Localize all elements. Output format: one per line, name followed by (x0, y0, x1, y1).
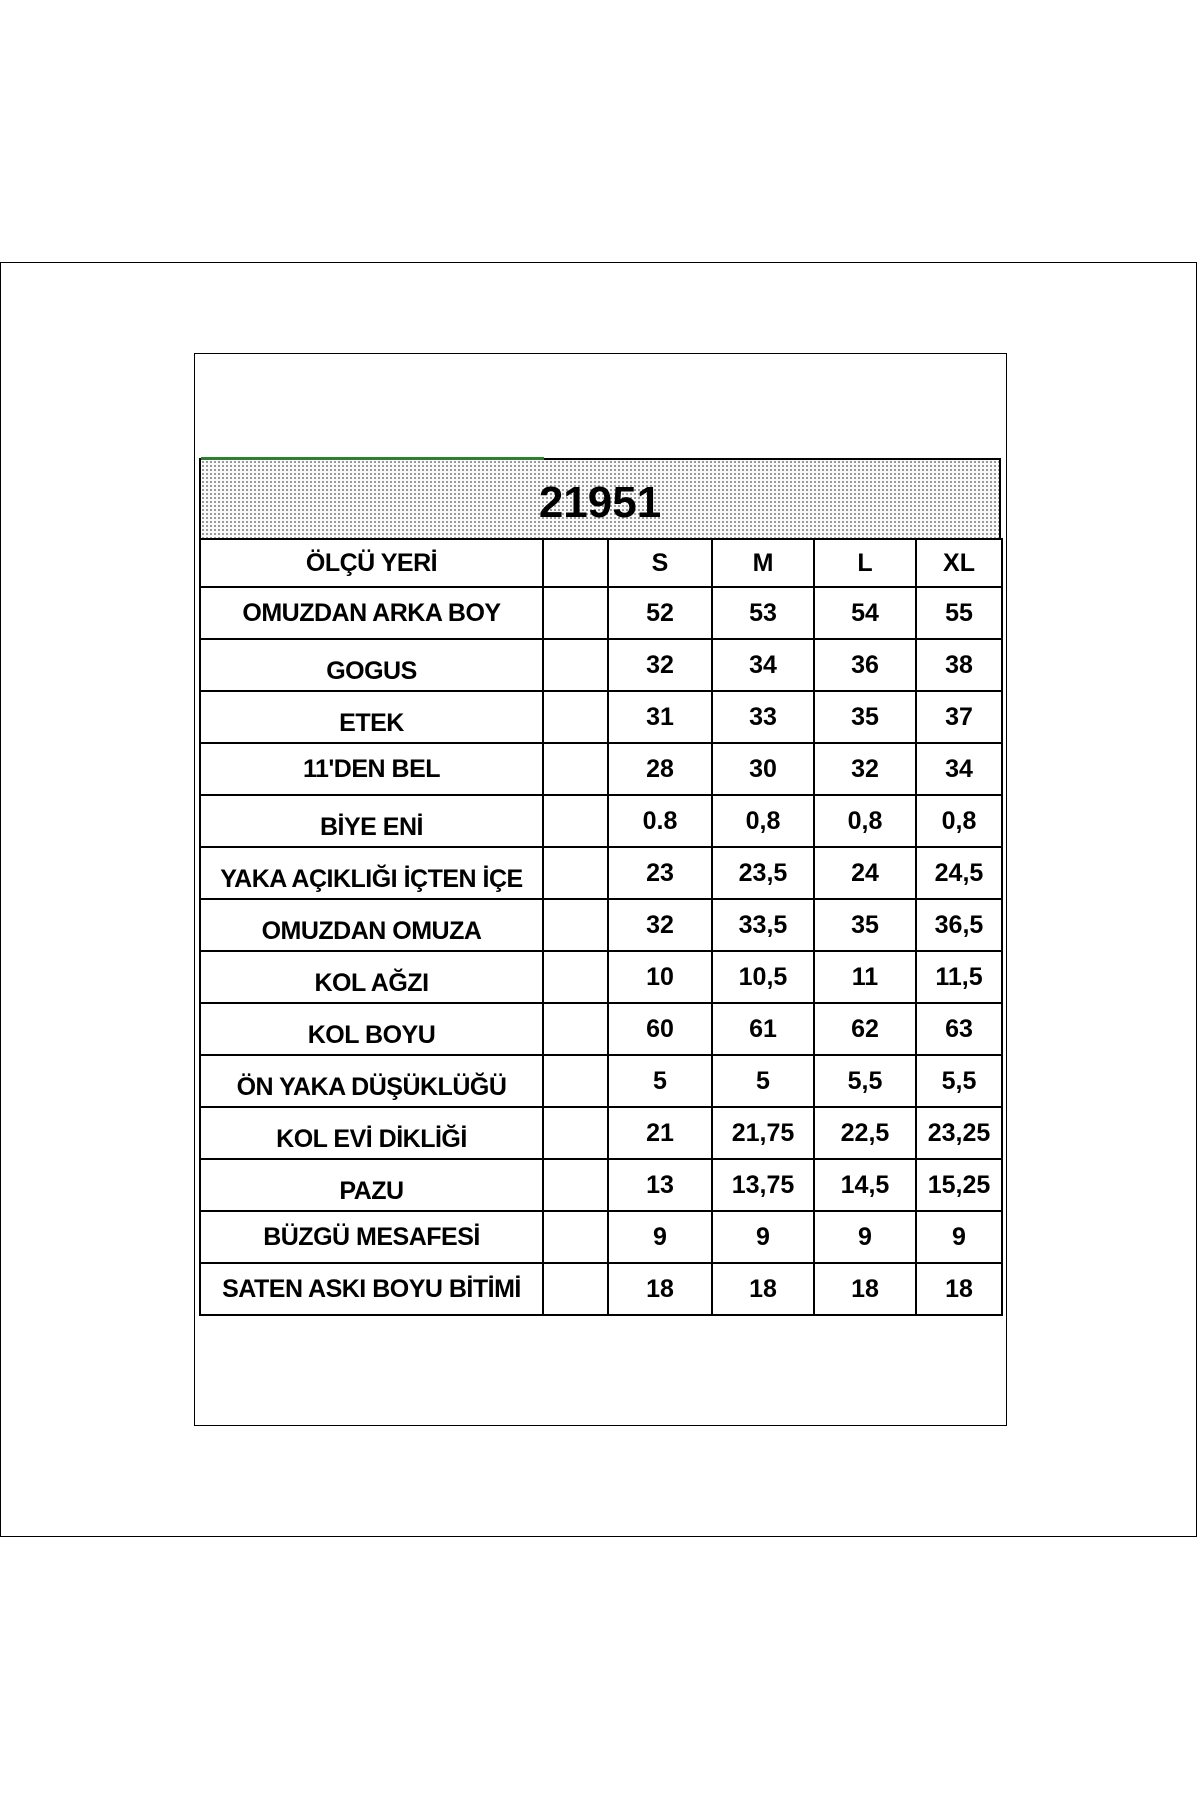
row-label: YAKA AÇIKLIĞI İÇTEN İÇE (200, 847, 543, 899)
value-xl: 37 (916, 691, 1002, 743)
row-label: PAZU (200, 1159, 543, 1211)
value-xl: 23,25 (916, 1107, 1002, 1159)
table-row (200, 743, 1002, 795)
value-l: 35 (814, 899, 916, 951)
value-m: 18 (712, 1263, 814, 1315)
value-xl: 5,5 (916, 1055, 1002, 1107)
size-header-xl: XL (916, 539, 1002, 587)
value-s: 52 (608, 587, 712, 639)
table-row (200, 1211, 1002, 1263)
table-row (200, 691, 1002, 743)
value-s: 18 (608, 1263, 712, 1315)
empty-cell (543, 899, 608, 951)
value-m: 53 (712, 587, 814, 639)
empty-cell (543, 847, 608, 899)
model-code: 21951 (538, 478, 662, 527)
value-s: 5 (608, 1055, 712, 1107)
value-s: 32 (608, 639, 712, 691)
size-header-m: M (712, 539, 814, 587)
value-m: 21,75 (712, 1107, 814, 1159)
size-chart-sheet (194, 353, 1007, 1426)
table-row (200, 1003, 1002, 1055)
title-band (199, 458, 1001, 538)
empty-cell (543, 587, 608, 639)
value-m: 34 (712, 639, 814, 691)
row-label: OMUZDAN ARKA BOY (200, 587, 543, 639)
value-l: 18 (814, 1263, 916, 1315)
row-label: SATEN ASKI BOYU BİTİMİ (200, 1263, 543, 1315)
value-s: 9 (608, 1211, 712, 1263)
value-xl: 0,8 (916, 795, 1002, 847)
value-l: 24 (814, 847, 916, 899)
value-m: 33 (712, 691, 814, 743)
value-xl: 15,25 (916, 1159, 1002, 1211)
value-s: 23 (608, 847, 712, 899)
value-s: 31 (608, 691, 712, 743)
value-l: 22,5 (814, 1107, 916, 1159)
table-row (200, 847, 1002, 899)
table-row (200, 1107, 1002, 1159)
value-m: 10,5 (712, 951, 814, 1003)
empty-cell (543, 743, 608, 795)
value-xl: 24,5 (916, 847, 1002, 899)
table-row (200, 1263, 1002, 1315)
value-m: 9 (712, 1211, 814, 1263)
row-label: ETEK (200, 691, 543, 743)
empty-cell (543, 539, 608, 587)
value-l: 9 (814, 1211, 916, 1263)
size-header-s: S (608, 539, 712, 587)
value-m: 0,8 (712, 795, 814, 847)
empty-cell (543, 691, 608, 743)
row-label: BÜZGÜ MESAFESİ (200, 1211, 543, 1263)
value-l: 5,5 (814, 1055, 916, 1107)
value-m: 5 (712, 1055, 814, 1107)
empty-cell (543, 1055, 608, 1107)
row-label: KOL BOYU (200, 1003, 543, 1055)
header-label: ÖLÇÜ YERİ (200, 539, 543, 587)
empty-cell (543, 1211, 608, 1263)
value-xl: 38 (916, 639, 1002, 691)
row-label: ÖN YAKA DÜŞÜKLÜĞÜ (200, 1055, 543, 1107)
value-s: 60 (608, 1003, 712, 1055)
value-l: 62 (814, 1003, 916, 1055)
value-xl: 9 (916, 1211, 1002, 1263)
value-m: 61 (712, 1003, 814, 1055)
value-l: 32 (814, 743, 916, 795)
value-s: 32 (608, 899, 712, 951)
empty-cell (543, 1263, 608, 1315)
header-row (200, 539, 1002, 587)
value-l: 54 (814, 587, 916, 639)
value-l: 14,5 (814, 1159, 916, 1211)
value-m: 23,5 (712, 847, 814, 899)
value-m: 30 (712, 743, 814, 795)
table-row (200, 1159, 1002, 1211)
value-xl: 18 (916, 1263, 1002, 1315)
table-row (200, 587, 1002, 639)
value-m: 13,75 (712, 1159, 814, 1211)
row-label: 11'DEN BEL (200, 743, 543, 795)
size-table (199, 538, 1003, 1316)
value-l: 11 (814, 951, 916, 1003)
value-l: 35 (814, 691, 916, 743)
value-m: 33,5 (712, 899, 814, 951)
table-row (200, 795, 1002, 847)
cell-selection-line (201, 457, 544, 460)
row-label: KOL AĞZI (200, 951, 543, 1003)
value-xl: 34 (916, 743, 1002, 795)
empty-cell (543, 951, 608, 1003)
value-xl: 36,5 (916, 899, 1002, 951)
table-row (200, 951, 1002, 1003)
empty-cell (543, 639, 608, 691)
table-row (200, 639, 1002, 691)
value-xl: 55 (916, 587, 1002, 639)
row-label: KOL EVİ DİKLİĞİ (200, 1107, 543, 1159)
value-s: 0.8 (608, 795, 712, 847)
value-s: 10 (608, 951, 712, 1003)
row-label: BİYE ENİ (200, 795, 543, 847)
value-xl: 63 (916, 1003, 1002, 1055)
value-s: 28 (608, 743, 712, 795)
table-row (200, 1055, 1002, 1107)
row-label: OMUZDAN OMUZA (200, 899, 543, 951)
value-s: 21 (608, 1107, 712, 1159)
value-xl: 11,5 (916, 951, 1002, 1003)
value-s: 13 (608, 1159, 712, 1211)
empty-cell (543, 1003, 608, 1055)
empty-cell (543, 1159, 608, 1211)
row-label: GOGUS (200, 639, 543, 691)
value-l: 0,8 (814, 795, 916, 847)
size-header-l: L (814, 539, 916, 587)
empty-cell (543, 1107, 608, 1159)
table-row (200, 899, 1002, 951)
empty-cell (543, 795, 608, 847)
value-l: 36 (814, 639, 916, 691)
